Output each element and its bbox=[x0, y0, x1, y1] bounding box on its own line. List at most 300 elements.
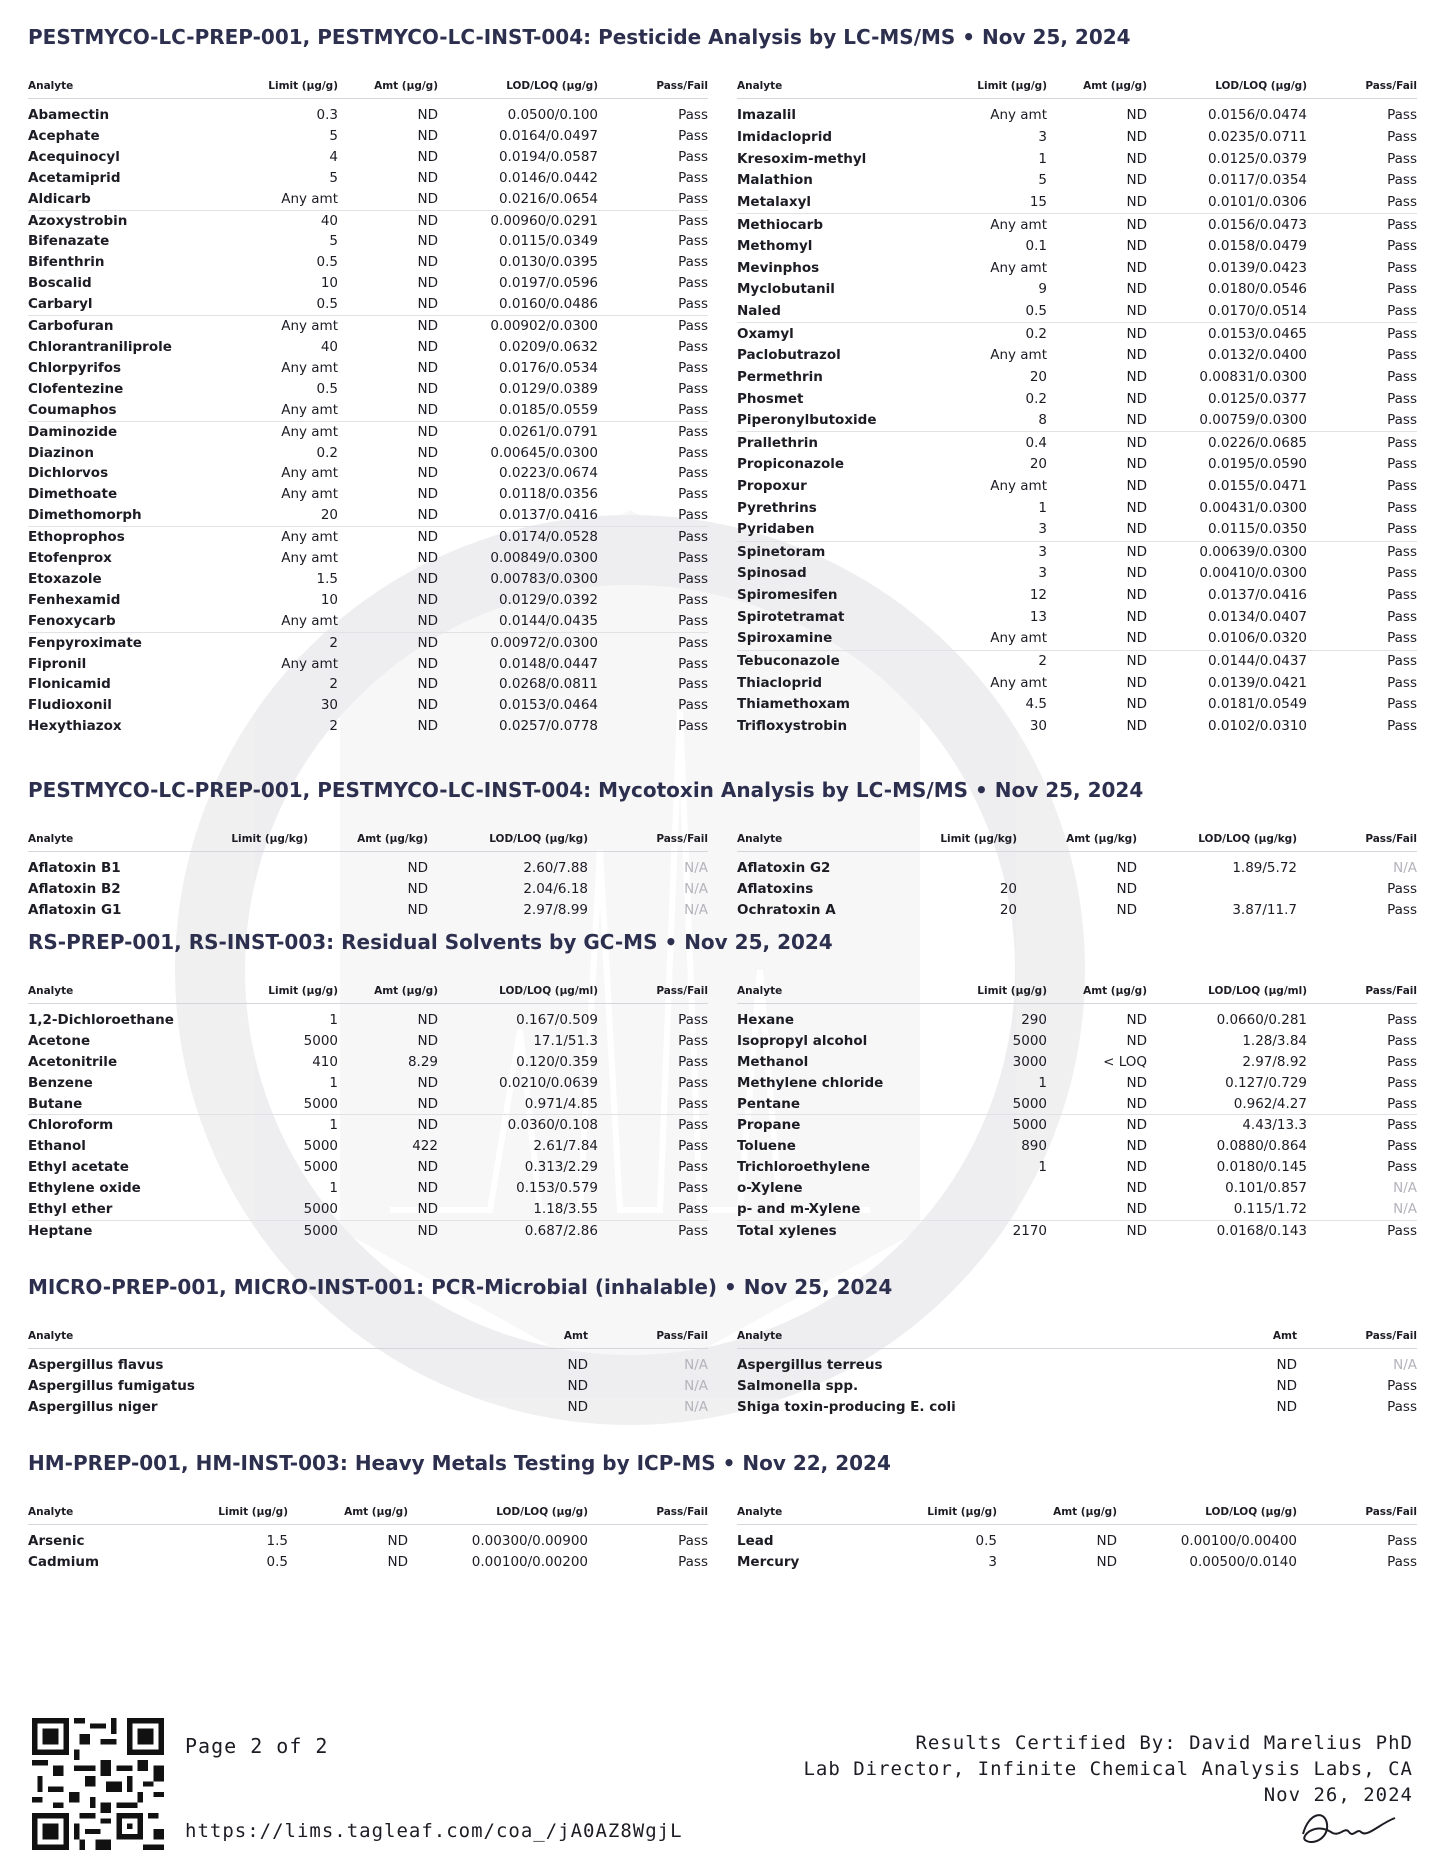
limit-cell: 20 bbox=[320, 507, 338, 524]
limit-cell: 3000 bbox=[1012, 1053, 1047, 1070]
residual-solvents-table-left bbox=[28, 971, 708, 1242]
table-row bbox=[737, 606, 1417, 628]
passfail-cell: Pass bbox=[1387, 238, 1417, 255]
limit-cell: 410 bbox=[312, 1053, 338, 1070]
analyte-cell: Dimethoate bbox=[28, 486, 118, 503]
amt-cell: ND bbox=[417, 190, 438, 207]
table-row bbox=[28, 168, 708, 189]
amt-cell: ND bbox=[1126, 674, 1147, 691]
analyte-cell: Pyridaben bbox=[737, 521, 815, 538]
table-row bbox=[737, 650, 1417, 672]
lodloq-cell: 0.313/2.29 bbox=[524, 1159, 598, 1176]
limit-cell: 0.4 bbox=[927, 432, 1047, 454]
limit-cell: 5000 bbox=[218, 1220, 338, 1241]
col-limit: Limit (µg/g) bbox=[887, 1492, 997, 1525]
analyte-cell: Fenhexamid bbox=[28, 591, 121, 608]
lodloq-cell: 0.0148/0.0447 bbox=[498, 655, 598, 672]
table-row bbox=[28, 189, 708, 210]
table-row bbox=[28, 1115, 708, 1136]
table-row bbox=[28, 611, 708, 632]
pesticide-section bbox=[28, 22, 1417, 737]
passfail-cell: Pass bbox=[1387, 674, 1417, 691]
mycotoxin-table-right bbox=[737, 819, 1417, 921]
analyte-cell: Spinetoram bbox=[737, 541, 927, 563]
lodloq-cell: 0.127/0.729 bbox=[1225, 1074, 1307, 1091]
analyte-cell: Aflatoxins bbox=[737, 881, 814, 898]
table-row bbox=[737, 1552, 1417, 1573]
limit-cell: 1 bbox=[1038, 1159, 1047, 1176]
limit-cell: 5000 bbox=[303, 1032, 338, 1049]
analyte-cell: Arsenic bbox=[28, 1532, 85, 1549]
lodloq-cell: 0.153/0.579 bbox=[516, 1180, 598, 1197]
microbial-table-left bbox=[28, 1316, 708, 1418]
lodloq-cell: 0.0261/0.0791 bbox=[438, 421, 598, 442]
table-row bbox=[737, 388, 1417, 410]
amt-cell: ND bbox=[417, 444, 438, 461]
col-passfail: Pass/Fail bbox=[1297, 1316, 1417, 1349]
col-analyte: Analyte bbox=[28, 1316, 328, 1349]
limit-cell: Any amt bbox=[990, 630, 1047, 647]
limit-cell: 0.5 bbox=[316, 296, 338, 313]
col-analyte: Analyte bbox=[28, 819, 198, 852]
analyte-cell: Ochratoxin A bbox=[737, 902, 836, 918]
amt-cell: ND bbox=[417, 169, 438, 186]
lodloq-cell: 0.0115/0.0349 bbox=[498, 233, 598, 250]
lodloq-cell: 0.0115/0.0350 bbox=[1207, 521, 1307, 538]
passfail-cell: Pass bbox=[678, 486, 708, 503]
pesticide-table-left bbox=[28, 66, 708, 737]
amt-cell: ND bbox=[338, 421, 438, 442]
table-row bbox=[28, 400, 708, 421]
amt-cell: ND bbox=[417, 254, 438, 271]
limit-cell: Any amt bbox=[281, 401, 338, 418]
amt-cell: ND bbox=[407, 902, 428, 918]
passfail-cell: Pass bbox=[1307, 1220, 1417, 1241]
limit-cell: 1.5 bbox=[266, 1532, 288, 1549]
analyte-cell: Imidacloprid bbox=[737, 129, 833, 146]
table-row bbox=[737, 258, 1417, 280]
analyte-cell: Bifenthrin bbox=[28, 254, 105, 271]
passfail-cell: Pass bbox=[598, 421, 708, 442]
amt-cell: ND bbox=[1126, 281, 1147, 298]
table-row bbox=[28, 1376, 708, 1397]
passfail-cell: Pass bbox=[1387, 1053, 1417, 1070]
analyte-cell: Metalaxyl bbox=[737, 194, 812, 211]
passfail-cell: Pass bbox=[678, 1053, 708, 1070]
analyte-cell: Daminozide bbox=[28, 421, 218, 442]
passfail-cell: Pass bbox=[1387, 478, 1417, 495]
analyte-cell: Tebuconazole bbox=[737, 650, 927, 672]
lodloq-cell: 0.0144/0.0437 bbox=[1147, 650, 1307, 672]
lodloq-cell: 0.120/0.359 bbox=[516, 1053, 598, 1070]
analyte-cell: Fenoxycarb bbox=[28, 612, 116, 629]
limit-cell: 30 bbox=[320, 697, 338, 714]
table-row bbox=[737, 214, 1417, 236]
table-row bbox=[737, 1397, 1417, 1418]
passfail-cell: Pass bbox=[678, 107, 708, 123]
analyte-cell: Shiga toxin-producing E. coli bbox=[737, 1398, 956, 1415]
lodloq-cell: 0.00431/0.0300 bbox=[1199, 499, 1307, 516]
lodloq-cell: 0.0125/0.0379 bbox=[1207, 150, 1307, 167]
amt-cell: ND bbox=[387, 1532, 408, 1549]
limit-cell: Any amt bbox=[281, 612, 338, 629]
lodloq-cell: 0.00100/0.00400 bbox=[1180, 1532, 1297, 1549]
lodloq-cell: 1.89/5.72 bbox=[1232, 860, 1297, 877]
lodloq-cell: 0.0156/0.0474 bbox=[1207, 107, 1307, 124]
limit-cell bbox=[198, 879, 308, 900]
limit-cell: 3 bbox=[988, 1553, 997, 1570]
table-row bbox=[737, 279, 1417, 301]
analyte-cell: Etoxazole bbox=[28, 570, 102, 587]
residual-solvents-table-right bbox=[737, 971, 1417, 1242]
analyte-cell: Methiocarb bbox=[737, 214, 927, 236]
limit-cell: Any amt bbox=[281, 655, 338, 672]
limit-cell: 0.5 bbox=[975, 1532, 997, 1549]
limit-cell: Any amt bbox=[281, 486, 338, 503]
amt-cell: ND bbox=[1126, 608, 1147, 625]
analyte-cell: Etofenprox bbox=[28, 550, 112, 567]
limit-cell: 1 bbox=[329, 1074, 338, 1091]
amt-cell: ND bbox=[1126, 1074, 1147, 1091]
passfail-cell: Pass bbox=[1387, 1532, 1417, 1549]
passfail-cell: Pass bbox=[678, 612, 708, 629]
table-row bbox=[28, 231, 708, 252]
lodloq-cell: 2.04/6.18 bbox=[523, 881, 588, 898]
table-row bbox=[28, 1003, 708, 1030]
table-row bbox=[737, 1220, 1417, 1241]
amt-cell: ND bbox=[417, 1011, 438, 1028]
limit-cell: 0.5 bbox=[316, 380, 338, 397]
table-row bbox=[28, 463, 708, 484]
passfail-cell: Pass bbox=[678, 1532, 708, 1549]
table-row bbox=[737, 1136, 1417, 1157]
table-row bbox=[28, 99, 708, 126]
col-analyte: Analyte bbox=[737, 66, 927, 99]
limit-cell: 1 bbox=[1038, 499, 1047, 516]
table-row bbox=[737, 541, 1417, 563]
passfail-cell: Pass bbox=[678, 1095, 708, 1112]
passfail-cell: Pass bbox=[1387, 881, 1417, 898]
lodloq-cell: 0.0130/0.0395 bbox=[498, 254, 598, 271]
col-amt: Amt (µg/g) bbox=[338, 971, 438, 1004]
analyte-cell: Aflatoxin B2 bbox=[28, 881, 121, 898]
col-lodloq: LOD/LOQ (µg/ml) bbox=[438, 971, 598, 1004]
lodloq-cell: 0.0118/0.0356 bbox=[498, 486, 598, 503]
table-row bbox=[737, 1157, 1417, 1178]
limit-cell: Any amt bbox=[218, 316, 338, 337]
limit-cell: 5000 bbox=[303, 1138, 338, 1155]
analyte-cell: Pyrethrins bbox=[737, 499, 817, 516]
passfail-cell: Pass bbox=[678, 1138, 708, 1155]
passfail-cell: Pass bbox=[1387, 347, 1417, 364]
coa-url-link[interactable]: https://lims.tagleaf.com/coa_/jA0AZ8WgjL bbox=[185, 1820, 683, 1842]
amt-cell: ND bbox=[1096, 1553, 1117, 1570]
lodloq-cell: 0.0146/0.0442 bbox=[498, 169, 598, 186]
analyte-cell: Paclobutrazol bbox=[737, 347, 841, 364]
analyte-cell: Hexane bbox=[737, 1011, 795, 1028]
table-row bbox=[28, 1157, 708, 1178]
residual-solvents-section bbox=[28, 927, 1417, 1242]
lodloq-cell: 0.0360/0.108 bbox=[438, 1115, 598, 1136]
passfail-cell: Pass bbox=[678, 148, 708, 165]
amt-cell: ND bbox=[417, 148, 438, 165]
analyte-cell: Malathion bbox=[737, 172, 813, 189]
passfail-cell: Pass bbox=[1307, 214, 1417, 236]
analyte-cell: Chloroform bbox=[28, 1115, 218, 1136]
amt-cell: ND bbox=[1126, 1201, 1147, 1218]
amt-cell: ND bbox=[1116, 860, 1137, 877]
limit-cell: 1 bbox=[329, 1180, 338, 1197]
table-row bbox=[28, 695, 708, 716]
limit-cell: 4.5 bbox=[1025, 696, 1047, 713]
amt-cell: ND bbox=[1276, 1356, 1297, 1373]
col-lodloq: LOD/LOQ (µg/kg) bbox=[428, 819, 588, 852]
lodloq-cell: 0.0226/0.0685 bbox=[1147, 432, 1307, 454]
limit-cell: 0.2 bbox=[316, 444, 338, 461]
analyte-cell: Propane bbox=[737, 1115, 927, 1136]
passfail-cell: Pass bbox=[1387, 1074, 1417, 1091]
lodloq-cell: 17.1/51.3 bbox=[533, 1032, 598, 1049]
lodloq-cell: 0.0216/0.0654 bbox=[498, 190, 598, 207]
amt-cell: ND bbox=[417, 507, 438, 524]
passfail-cell: Pass bbox=[1387, 281, 1417, 298]
coa-page bbox=[28, 22, 1417, 1572]
analyte-cell: Ethoprophos bbox=[28, 527, 218, 548]
amt-cell: ND bbox=[1126, 456, 1147, 473]
lodloq-cell: 0.0134/0.0407 bbox=[1207, 608, 1307, 625]
lodloq-cell: 0.167/0.509 bbox=[516, 1011, 598, 1028]
amt-cell: ND bbox=[1126, 565, 1147, 582]
analyte-cell: Aspergillus fumigatus bbox=[28, 1377, 195, 1394]
table-row bbox=[737, 192, 1417, 214]
passfail-cell: Pass bbox=[1387, 587, 1417, 604]
amt-cell: ND bbox=[1126, 150, 1147, 167]
table-row bbox=[28, 852, 708, 879]
table-row bbox=[737, 900, 1417, 921]
passfail-cell: N/A bbox=[684, 881, 708, 898]
table-row bbox=[28, 1524, 708, 1551]
limit-cell: 5000 bbox=[1012, 1032, 1047, 1049]
amt-cell: ND bbox=[417, 486, 438, 503]
limit-cell: 40 bbox=[218, 210, 338, 231]
residual-solvents-section-title: RS-PREP-001, RS-INST-003: Residual Solvents by GC-MS • Nov 25, 2024 bbox=[28, 929, 833, 954]
amt-cell: ND bbox=[1126, 1011, 1147, 1028]
passfail-cell: Pass bbox=[1387, 1398, 1417, 1415]
col-passfail: Pass/Fail bbox=[1297, 1492, 1417, 1525]
amt-cell: ND bbox=[1126, 259, 1147, 276]
analyte-cell: Naled bbox=[737, 303, 781, 320]
lodloq-cell: 0.0194/0.0587 bbox=[498, 148, 598, 165]
limit-cell: 9 bbox=[1038, 281, 1047, 298]
amt-cell: ND bbox=[567, 1356, 588, 1373]
lodloq-cell: 0.115/1.72 bbox=[1233, 1201, 1307, 1218]
analyte-cell: Ethylene oxide bbox=[28, 1180, 141, 1197]
limit-cell: 20 bbox=[999, 881, 1017, 898]
passfail-cell: Pass bbox=[1387, 259, 1417, 276]
table-row bbox=[737, 454, 1417, 476]
amt-cell: ND bbox=[1116, 881, 1137, 898]
analyte-cell: Hexythiazox bbox=[28, 718, 122, 735]
analyte-cell: Mercury bbox=[737, 1553, 800, 1570]
analyte-cell: Dichlorvos bbox=[28, 465, 109, 482]
amt-cell: ND bbox=[1047, 323, 1147, 345]
analyte-cell: Heptane bbox=[28, 1220, 218, 1241]
col-amt: Amt (µg/g) bbox=[288, 1492, 408, 1525]
passfail-cell: N/A bbox=[684, 1398, 708, 1415]
pesticide-table-right bbox=[737, 66, 1417, 737]
limit-cell: 5 bbox=[329, 169, 338, 186]
col-analyte: Analyte bbox=[737, 819, 907, 852]
lodloq-cell: 0.0180/0.145 bbox=[1216, 1159, 1307, 1176]
analyte-cell: Phosmet bbox=[737, 390, 804, 407]
qr-code-icon[interactable] bbox=[32, 1718, 164, 1850]
lodloq-cell: 0.00639/0.0300 bbox=[1147, 541, 1307, 563]
limit-cell: Any amt bbox=[281, 359, 338, 376]
lodloq-cell: 0.0500/0.100 bbox=[507, 107, 598, 123]
limit-cell bbox=[907, 852, 1017, 879]
lodloq-cell: 4.43/13.3 bbox=[1147, 1115, 1307, 1136]
col-amt: Amt (µg/kg) bbox=[308, 819, 428, 852]
page-number: Page 2 of 2 bbox=[185, 1734, 329, 1758]
col-lodloq: LOD/LOQ (µg/g) bbox=[1147, 66, 1307, 99]
mycotoxin-table-left bbox=[28, 819, 708, 921]
analyte-cell: Prallethrin bbox=[737, 432, 927, 454]
lodloq-cell: 0.0153/0.0465 bbox=[1147, 323, 1307, 345]
table-row bbox=[737, 519, 1417, 541]
amt-cell: ND bbox=[1126, 412, 1147, 429]
col-amt: Amt bbox=[1037, 1316, 1297, 1349]
analyte-cell: 1,2-Dichloroethane bbox=[28, 1011, 174, 1028]
analyte-cell: Spiroxamine bbox=[737, 630, 833, 647]
lodloq-cell: 0.00902/0.0300 bbox=[438, 316, 598, 337]
amt-cell: ND bbox=[1126, 521, 1147, 538]
amt-cell: ND bbox=[1126, 630, 1147, 647]
lodloq-cell: 0.0153/0.0464 bbox=[498, 697, 598, 714]
table-row bbox=[737, 323, 1417, 345]
passfail-cell: Pass bbox=[678, 190, 708, 207]
mycotoxin-section-title: PESTMYCO-LC-PREP-001, PESTMYCO-LC-INST-004: Mycotoxin Analysis by LC-MS/MS • Nov 25, 2024 bbox=[28, 778, 1144, 803]
analyte-cell: Aflatoxin B1 bbox=[28, 860, 121, 877]
table-row bbox=[737, 672, 1417, 694]
amt-cell: ND bbox=[417, 1201, 438, 1218]
passfail-cell: Pass bbox=[678, 676, 708, 693]
analyte-cell: p- and m-Xylene bbox=[737, 1201, 861, 1218]
limit-cell: 8 bbox=[1038, 412, 1047, 429]
limit-cell: 10 bbox=[320, 591, 338, 608]
lodloq-cell: 0.0197/0.0596 bbox=[498, 275, 598, 292]
analyte-cell: Spinosad bbox=[737, 565, 807, 582]
passfail-cell: Pass bbox=[1307, 1115, 1417, 1136]
limit-cell: 5000 bbox=[303, 1201, 338, 1218]
lodloq-cell: 0.0106/0.0320 bbox=[1207, 630, 1307, 647]
analyte-cell: Pentane bbox=[737, 1095, 800, 1112]
table-row bbox=[737, 1178, 1417, 1199]
col-passfail: Pass/Fail bbox=[1307, 971, 1417, 1004]
limit-cell: 3 bbox=[1038, 129, 1047, 146]
lodloq-cell: 0.0210/0.0639 bbox=[498, 1074, 598, 1091]
passfail-cell: Pass bbox=[678, 127, 708, 144]
amt-cell: ND bbox=[1126, 696, 1147, 713]
lodloq-cell: 0.0164/0.0497 bbox=[498, 127, 598, 144]
col-limit: Limit (µg/g) bbox=[927, 66, 1047, 99]
col-amt: Amt (µg/g) bbox=[1047, 971, 1147, 1004]
analyte-cell: Diazinon bbox=[28, 444, 94, 461]
amt-cell: ND bbox=[338, 1220, 438, 1241]
analyte-cell: Propiconazole bbox=[737, 456, 845, 473]
limit-cell: 30 bbox=[1029, 717, 1047, 734]
table-row bbox=[28, 1073, 708, 1094]
table-row bbox=[737, 694, 1417, 716]
analyte-cell: Oxamyl bbox=[737, 323, 927, 345]
lodloq-cell: 2.97/8.92 bbox=[1242, 1053, 1307, 1070]
table-row bbox=[737, 236, 1417, 258]
amt-cell: ND bbox=[417, 550, 438, 567]
lodloq-cell: 0.0185/0.0559 bbox=[498, 401, 598, 418]
analyte-cell: Fludioxonil bbox=[28, 697, 112, 714]
lodloq-cell: 0.00972/0.0300 bbox=[438, 632, 598, 653]
limit-cell: Any amt bbox=[218, 527, 338, 548]
table-row bbox=[737, 715, 1417, 737]
amt-cell: ND bbox=[1126, 1159, 1147, 1176]
col-amt: Amt (µg/g) bbox=[1047, 66, 1147, 99]
lodloq-cell: 0.0880/0.864 bbox=[1216, 1138, 1307, 1155]
table-row bbox=[28, 1031, 708, 1052]
table-row bbox=[737, 1094, 1417, 1115]
lodloq-cell: 0.0209/0.0632 bbox=[498, 338, 598, 355]
amt-cell: ND bbox=[1047, 214, 1147, 236]
passfail-cell: Pass bbox=[678, 444, 708, 461]
passfail-cell: Pass bbox=[1387, 129, 1417, 146]
passfail-cell: Pass bbox=[678, 655, 708, 672]
table-row bbox=[28, 379, 708, 400]
col-passfail: Pass/Fail bbox=[1307, 66, 1417, 99]
amt-cell: ND bbox=[417, 127, 438, 144]
table-row bbox=[28, 654, 708, 675]
analyte-cell: Butane bbox=[28, 1095, 83, 1112]
analyte-cell: Carbofuran bbox=[28, 316, 218, 337]
table-row bbox=[28, 590, 708, 611]
amt-cell: ND bbox=[1126, 478, 1147, 495]
passfail-cell: Pass bbox=[678, 338, 708, 355]
lodloq-cell: 0.0101/0.0306 bbox=[1207, 194, 1307, 211]
passfail-cell: Pass bbox=[1387, 150, 1417, 167]
amt-cell: ND bbox=[1126, 390, 1147, 407]
analyte-cell: Carbaryl bbox=[28, 296, 93, 313]
limit-cell: 1 bbox=[1038, 150, 1047, 167]
amt-cell: 422 bbox=[412, 1138, 438, 1155]
passfail-cell: N/A bbox=[1393, 860, 1417, 877]
amt-cell: ND bbox=[417, 107, 438, 123]
passfail-cell: N/A bbox=[1393, 1180, 1417, 1197]
amt-cell: ND bbox=[417, 380, 438, 397]
passfail-cell: Pass bbox=[678, 1180, 708, 1197]
table-row bbox=[737, 1376, 1417, 1397]
table-row bbox=[737, 1073, 1417, 1094]
amt-cell: ND bbox=[338, 1115, 438, 1136]
analyte-cell: Acequinocyl bbox=[28, 148, 120, 165]
analyte-cell: Aspergillus niger bbox=[28, 1398, 158, 1415]
amt-cell: ND bbox=[417, 1159, 438, 1176]
col-passfail: Pass/Fail bbox=[1297, 819, 1417, 852]
analyte-cell: Chlorantraniliprole bbox=[28, 338, 172, 355]
lodloq-cell: 0.00300/0.00900 bbox=[471, 1532, 588, 1549]
amt-cell: ND bbox=[417, 655, 438, 672]
limit-cell: Any amt bbox=[281, 465, 338, 482]
table-row bbox=[737, 563, 1417, 585]
lodloq-cell: 0.0223/0.0674 bbox=[498, 465, 598, 482]
limit-cell bbox=[198, 852, 308, 879]
analyte-cell: Propoxur bbox=[737, 478, 807, 495]
